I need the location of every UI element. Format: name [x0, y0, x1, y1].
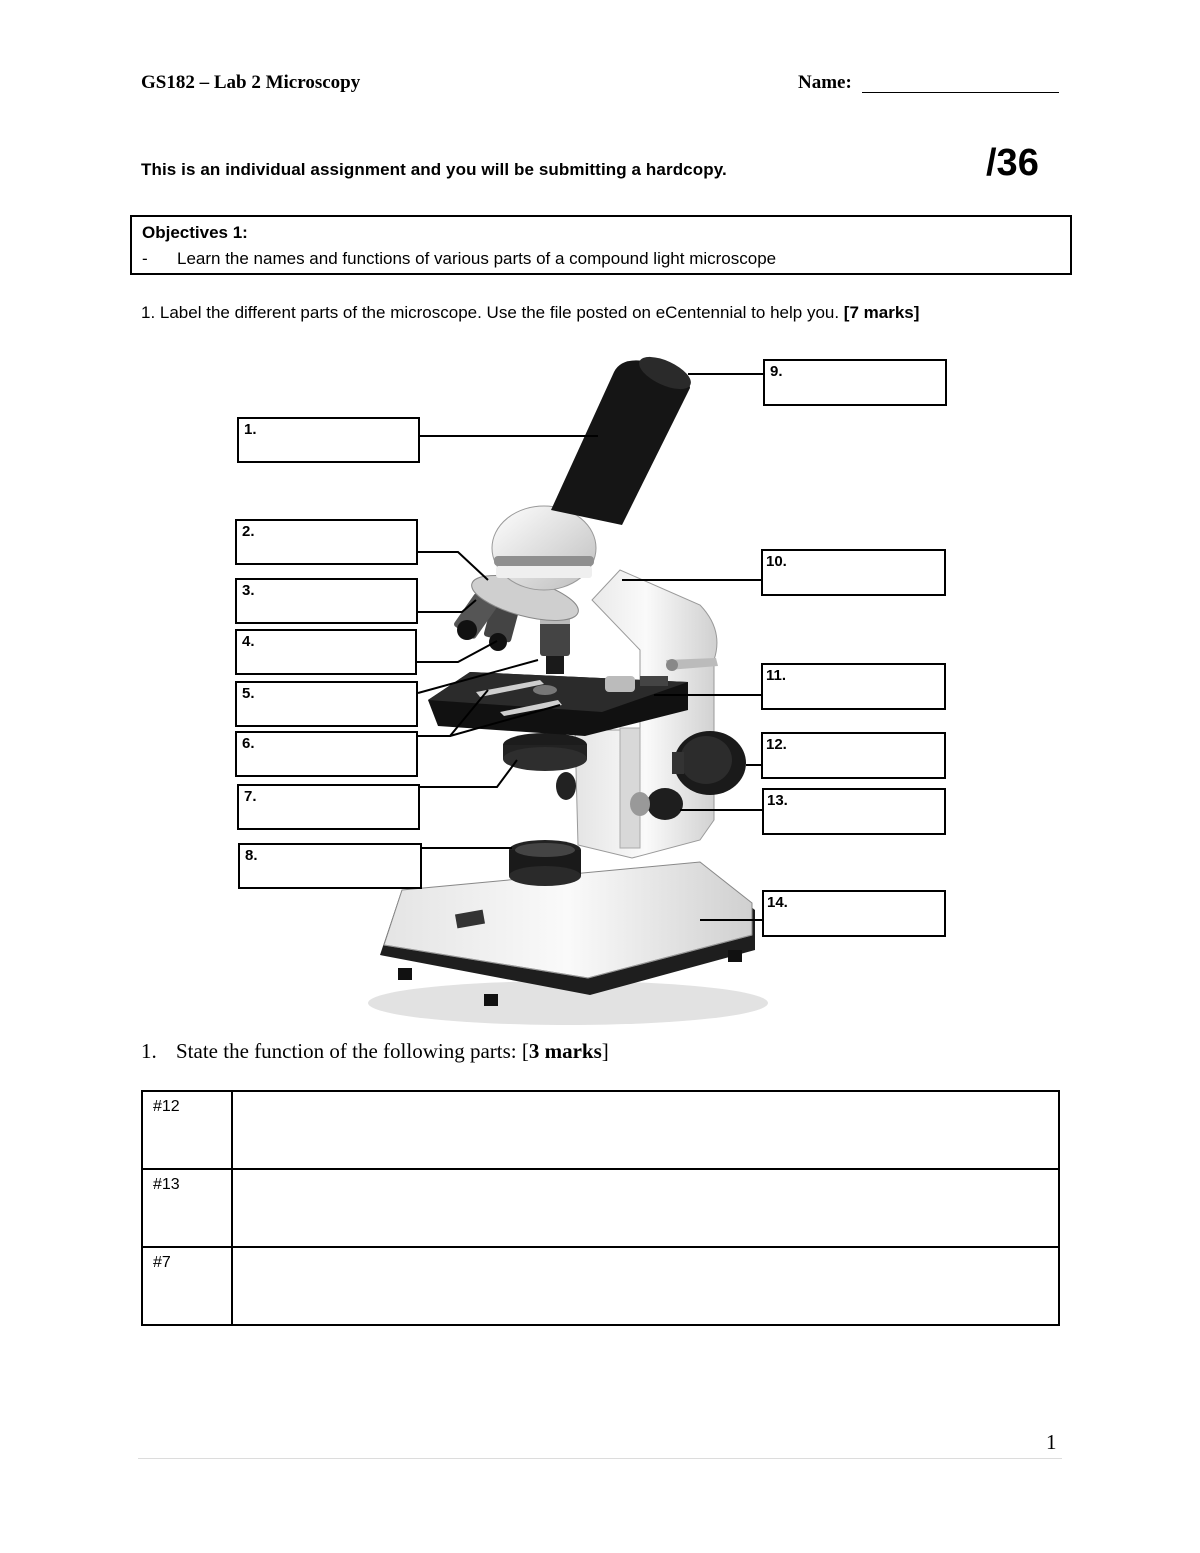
assignment-instructions: This is an individual assignment and you will be submitting a hardcopy. — [141, 160, 727, 179]
microscope-illustration — [368, 350, 768, 1025]
label-number-14: 14. — [767, 894, 788, 911]
label-number-6: 6. — [242, 735, 255, 752]
label-number-2: 2. — [242, 523, 255, 540]
label-box-14[interactable] — [762, 890, 946, 937]
question-1-marks: [7 marks] — [843, 303, 920, 322]
leader-line-7 — [420, 760, 517, 787]
question-1-text: 1. Label the different parts of the microscope. Use the file posted on eCentennial to help you. — [141, 303, 844, 322]
total-score: /36 — [986, 142, 1039, 184]
label-number-9: 9. — [770, 363, 783, 380]
function-table — [141, 1090, 1060, 1326]
part-cell: #13 — [142, 1169, 232, 1247]
label-number-13: 13. — [767, 792, 788, 809]
table-row — [142, 1169, 1059, 1247]
course-title: GS182 – Lab 2 Microscopy — [141, 72, 361, 93]
objective-text: Learn the names and functions of various parts of a compound light microscope — [177, 249, 777, 268]
label-number-11: 11. — [766, 667, 787, 684]
part-cell: #7 — [142, 1247, 232, 1325]
label-number-3: 3. — [242, 582, 255, 599]
question-2-close: ] — [601, 1039, 609, 1063]
label-box-5[interactable] — [235, 681, 418, 727]
question-2-number: 1. — [141, 1039, 157, 1063]
label-box-9[interactable] — [763, 359, 947, 406]
page-number: 1 — [1046, 1430, 1057, 1454]
table-row — [142, 1247, 1059, 1325]
label-box-4[interactable] — [235, 629, 417, 675]
label-number-10: 10. — [766, 553, 787, 570]
answer-cell[interactable] — [232, 1091, 1059, 1169]
label-box-3[interactable] — [235, 578, 418, 624]
footer-divider — [138, 1458, 1062, 1459]
label-box-2[interactable] — [235, 519, 418, 565]
leader-line-2 — [418, 552, 488, 580]
leader-line-4 — [416, 641, 497, 662]
question-2-text: State the function of the following parts: [ — [176, 1039, 529, 1063]
label-box-11[interactable] — [761, 663, 946, 710]
objectives-title: Objectives 1: — [142, 223, 248, 242]
label-box-8[interactable] — [238, 843, 422, 889]
label-number-12: 12. — [766, 736, 787, 753]
answer-cell[interactable] — [232, 1247, 1059, 1325]
label-number-4: 4. — [242, 633, 255, 650]
label-number-1: 1. — [244, 421, 257, 438]
answer-cell[interactable] — [232, 1169, 1059, 1247]
objective-bullet: - — [142, 249, 148, 268]
label-box-1[interactable] — [237, 417, 420, 463]
name-label: Name: — [798, 72, 852, 93]
question-2 — [141, 1039, 609, 1064]
eyepiece-tube — [551, 350, 695, 525]
label-number-8: 8. — [245, 847, 258, 864]
label-box-6[interactable] — [235, 731, 418, 777]
part-cell: #12 — [142, 1091, 232, 1169]
question-2-marks: 3 marks — [528, 1039, 602, 1063]
label-number-5: 5. — [242, 685, 255, 702]
label-box-12[interactable] — [761, 732, 946, 779]
label-box-10[interactable] — [761, 549, 946, 596]
table-row — [142, 1091, 1059, 1169]
label-number-7: 7. — [244, 788, 257, 805]
label-box-13[interactable] — [762, 788, 946, 835]
label-box-7[interactable] — [237, 784, 420, 830]
